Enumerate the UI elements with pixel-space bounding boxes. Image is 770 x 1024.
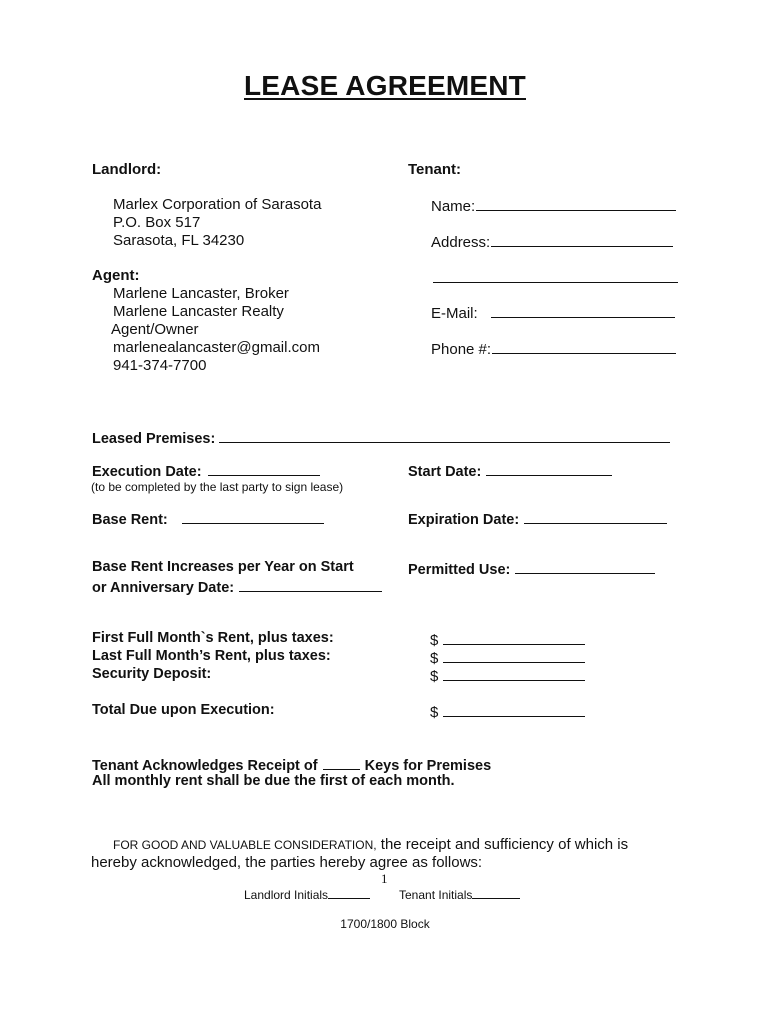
tenant-phone-label: Phone #:: [431, 341, 492, 358]
agent-email: marlenealancaster@gmail.com: [113, 339, 320, 356]
tenant-address-row: [431, 232, 673, 251]
agent-heading: Agent:: [92, 267, 140, 284]
start-date-field[interactable]: [486, 461, 612, 476]
first-month-currency: $: [430, 632, 439, 649]
landlord-address1: P.O. Box 517: [113, 214, 201, 231]
agent-phone: 941-374-7700: [113, 357, 207, 374]
total-due-currency: $: [430, 704, 439, 721]
security-deposit-amount-row: [430, 666, 585, 685]
rent-increase-field[interactable]: [239, 577, 382, 592]
security-deposit-currency: $: [430, 668, 439, 685]
base-rent-field[interactable]: [182, 509, 324, 524]
document-title: LEASE AGREEMENT: [244, 70, 526, 101]
leased-premises-field[interactable]: [219, 428, 670, 443]
consideration-line1: [113, 836, 628, 854]
tenant-name-field[interactable]: [476, 196, 676, 211]
agent-line1: Marlene Lancaster, Broker: [113, 285, 289, 302]
consideration-rest: the receipt and sufficiency of which is: [376, 836, 629, 853]
tenant-name-label: Name:: [431, 198, 476, 215]
base-rent-label: Base Rent:: [92, 512, 168, 528]
permitted-use-label: Permitted Use:: [408, 562, 511, 578]
page-number: 1: [381, 871, 388, 886]
rent-increase-row: [92, 577, 382, 596]
landlord-initials-field[interactable]: [328, 887, 370, 899]
rent-increase-label-line1: Base Rent Increases per Year on Start: [92, 559, 354, 575]
total-due-amount-field[interactable]: [443, 702, 585, 717]
last-month-currency: $: [430, 650, 439, 667]
leased-premises-label: Leased Premises:: [92, 431, 216, 447]
keys-label-b: Keys for Premises: [364, 758, 492, 774]
start-date-row: [408, 461, 612, 480]
expiration-date-row: [408, 509, 667, 528]
monthly-rent-due-note: All monthly rent shall be due the first of each month.: [92, 773, 455, 789]
base-rent-row: [92, 509, 324, 528]
execution-date-row: [92, 461, 320, 480]
first-month-amount-row: [430, 630, 585, 649]
keys-row: [92, 755, 491, 774]
tenant-address-label: Address:: [431, 234, 491, 251]
landlord-name: Marlex Corporation of Sarasota: [113, 196, 322, 213]
document-title-wrap: [0, 70, 770, 102]
tenant-phone-row: [431, 339, 676, 358]
tenant-address-field[interactable]: [491, 232, 673, 247]
security-deposit-amount-field[interactable]: [443, 666, 585, 681]
agent-line2: Marlene Lancaster Realty: [113, 303, 284, 320]
last-month-amount-field[interactable]: [443, 648, 585, 663]
agent-line3: Agent/Owner: [111, 321, 199, 338]
landlord-address2: Sarasota, FL 34230: [113, 232, 245, 249]
consideration-line2: hereby acknowledged, the parties hereby agree as follows:: [91, 854, 483, 871]
tenant-email-label: E-Mail:: [431, 305, 478, 322]
tenant-initials-row: [399, 887, 520, 902]
landlord-initials-row: [244, 887, 370, 902]
first-month-label: First Full Month`s Rent, plus taxes:: [92, 630, 334, 646]
block-label: 1700/1800 Block: [340, 917, 430, 931]
leased-premises-row: [92, 428, 670, 447]
first-month-amount-field[interactable]: [443, 630, 585, 645]
tenant-address-field-line2[interactable]: [433, 268, 678, 283]
tenant-initials-label: Tenant Initials: [399, 888, 473, 902]
tenant-name-row: [431, 196, 676, 215]
execution-date-note: (to be completed by the last party to sign lease): [91, 480, 344, 494]
tenant-email-row: [431, 303, 675, 322]
landlord-initials-label: Landlord Initials: [244, 888, 329, 902]
security-deposit-label: Security Deposit:: [92, 666, 212, 682]
tenant-initials-field[interactable]: [472, 887, 520, 899]
start-date-label: Start Date:: [408, 464, 482, 480]
keys-label-a: Tenant Acknowledges Receipt of: [92, 758, 318, 774]
permitted-use-field[interactable]: [515, 559, 655, 574]
tenant-phone-field[interactable]: [492, 339, 676, 354]
landlord-heading: Landlord:: [92, 161, 162, 178]
execution-date-field[interactable]: [208, 461, 320, 476]
keys-count-field[interactable]: [323, 755, 360, 770]
tenant-heading: Tenant:: [408, 161, 462, 178]
total-due-label: Total Due upon Execution:: [92, 702, 275, 718]
expiration-date-label: Expiration Date:: [408, 512, 520, 528]
permitted-use-row: [408, 559, 655, 578]
expiration-date-field[interactable]: [524, 509, 667, 524]
tenant-email-field[interactable]: [491, 303, 675, 318]
last-month-label: Last Full Month’s Rent, plus taxes:: [92, 648, 331, 664]
execution-date-label: Execution Date:: [92, 464, 202, 480]
last-month-amount-row: [430, 648, 585, 667]
total-due-amount-row: [430, 702, 585, 721]
consideration-small-caps: FOR GOOD AND VALUABLE CONSIDERATION,: [113, 838, 377, 852]
rent-increase-label-line2: or Anniversary Date:: [92, 580, 235, 596]
